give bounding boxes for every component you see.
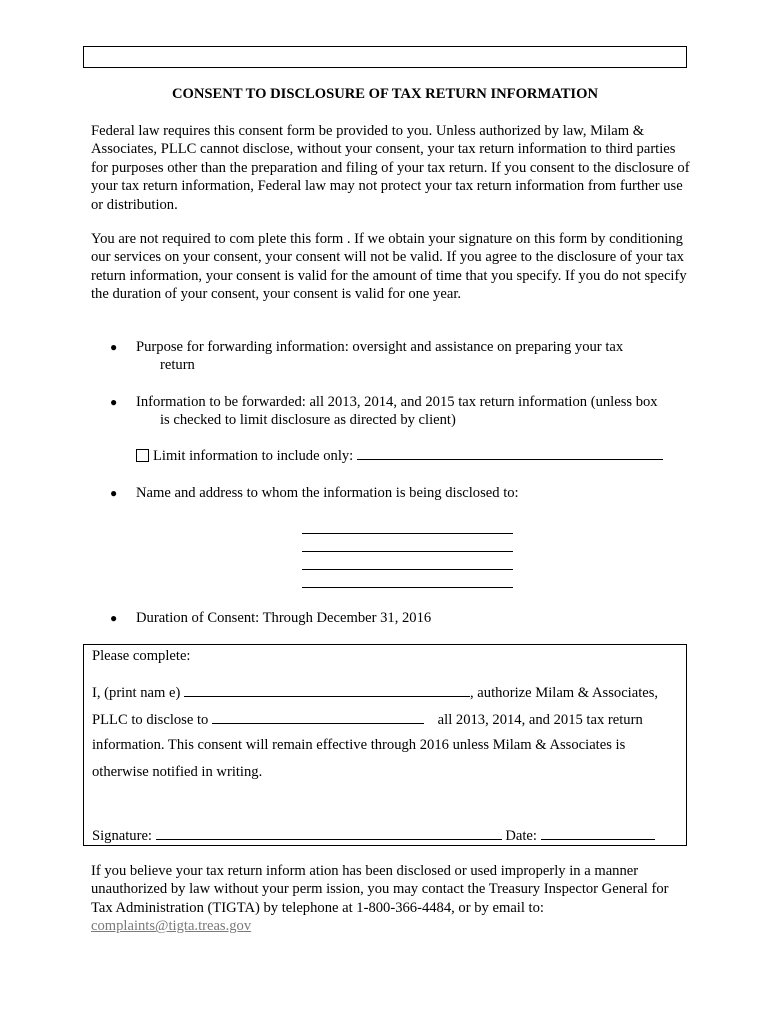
notified-line: otherwise notified in writing. [92,764,263,780]
bullet-dot: ● [110,486,118,500]
address-field-2[interactable] [302,551,513,552]
address-field-4[interactable] [302,587,513,588]
print-name-field[interactable] [184,683,470,697]
date-label: Date: [505,828,537,844]
info-line1: Information to be forwarded: all 2013, 2014, and 2015 tax return information (unless box [136,394,658,410]
date-field[interactable] [541,826,655,840]
name-address-label: Name and address to whom the information is being disclosed to: [136,485,519,501]
purpose-line2: return [160,357,195,374]
signature-row [92,826,655,845]
intro-paragraph: Federal law requires this consent form be provided to you. Unless authorized by law, Milam & Associates, PLLC cannot disclose, without your consent, your tax return information to third parties for purposes other than the preparation and filing of your tax return. If you consent to the disclosure of your tax return information, Federal law may not protect your tax return information from further use or distribution. [91,123,690,213]
limit-information-field[interactable] [357,446,663,460]
authorize-text: , authorize Milam & Associates, [470,685,659,701]
bullet-dot: ● [110,395,118,409]
limit-information-checkbox[interactable] [136,449,149,462]
address-field-1[interactable] [302,533,513,534]
disclose-to-label: PLLC to disclose to [92,712,209,728]
please-complete-label: Please complete: [92,648,191,664]
print-name-label: I, (print nam e) [92,685,181,701]
signature-label: Signature: [92,828,152,844]
disclose-to-line [92,710,643,729]
consent-paragraph: You are not required to com plete this form . If we obtain your signature on this form by conditioning our services on your consent, your consent will not be valid. If you agree to the disclosure of your tax return information, your consent is valid for the amount of time that you specify. If you do not specify the duration of your consent, your consent is valid for one year. [91,231,687,303]
header-blank-box [83,46,687,68]
info-line2: is checked to limit disclosure as directed by client) [160,412,456,429]
bullet-dot: ● [110,340,118,354]
page-title: CONSENT TO DISCLOSURE OF TAX RETURN INFORMATION [172,86,598,102]
tigta-email-link[interactable]: complaints@tigta.treas.gov [91,918,252,935]
limit-information-label: Limit information to include only: [153,448,354,464]
duration-text: Duration of Consent: Through December 31, 2016 [136,610,432,626]
purpose-line1: Purpose for forwarding information: oversight and assistance on preparing your tax [136,339,624,355]
disclose-years-text: all 2013, 2014, and 2015 tax return [437,712,643,728]
signature-field[interactable] [156,826,502,840]
tigta-notice [91,862,691,936]
address-field-3[interactable] [302,569,513,570]
effective-line: information. This consent will remain effective through 2016 unless Milam & Associates is [92,737,626,753]
bullet-dot: ● [110,611,118,625]
authorize-line [92,683,658,702]
disclose-to-field[interactable] [212,710,424,724]
authorization-form-box [83,644,687,846]
tigta-notice-text: If you believe your tax return inform ation has been disclosed or used improperly in a manner unauthorized by law without your perm ission, you may contact the Treasury Inspector General for Tax Administration (TIGTA) by telephone at 1-800-366-4484, or by email to: [91,863,669,916]
limit-information-row [136,446,696,465]
